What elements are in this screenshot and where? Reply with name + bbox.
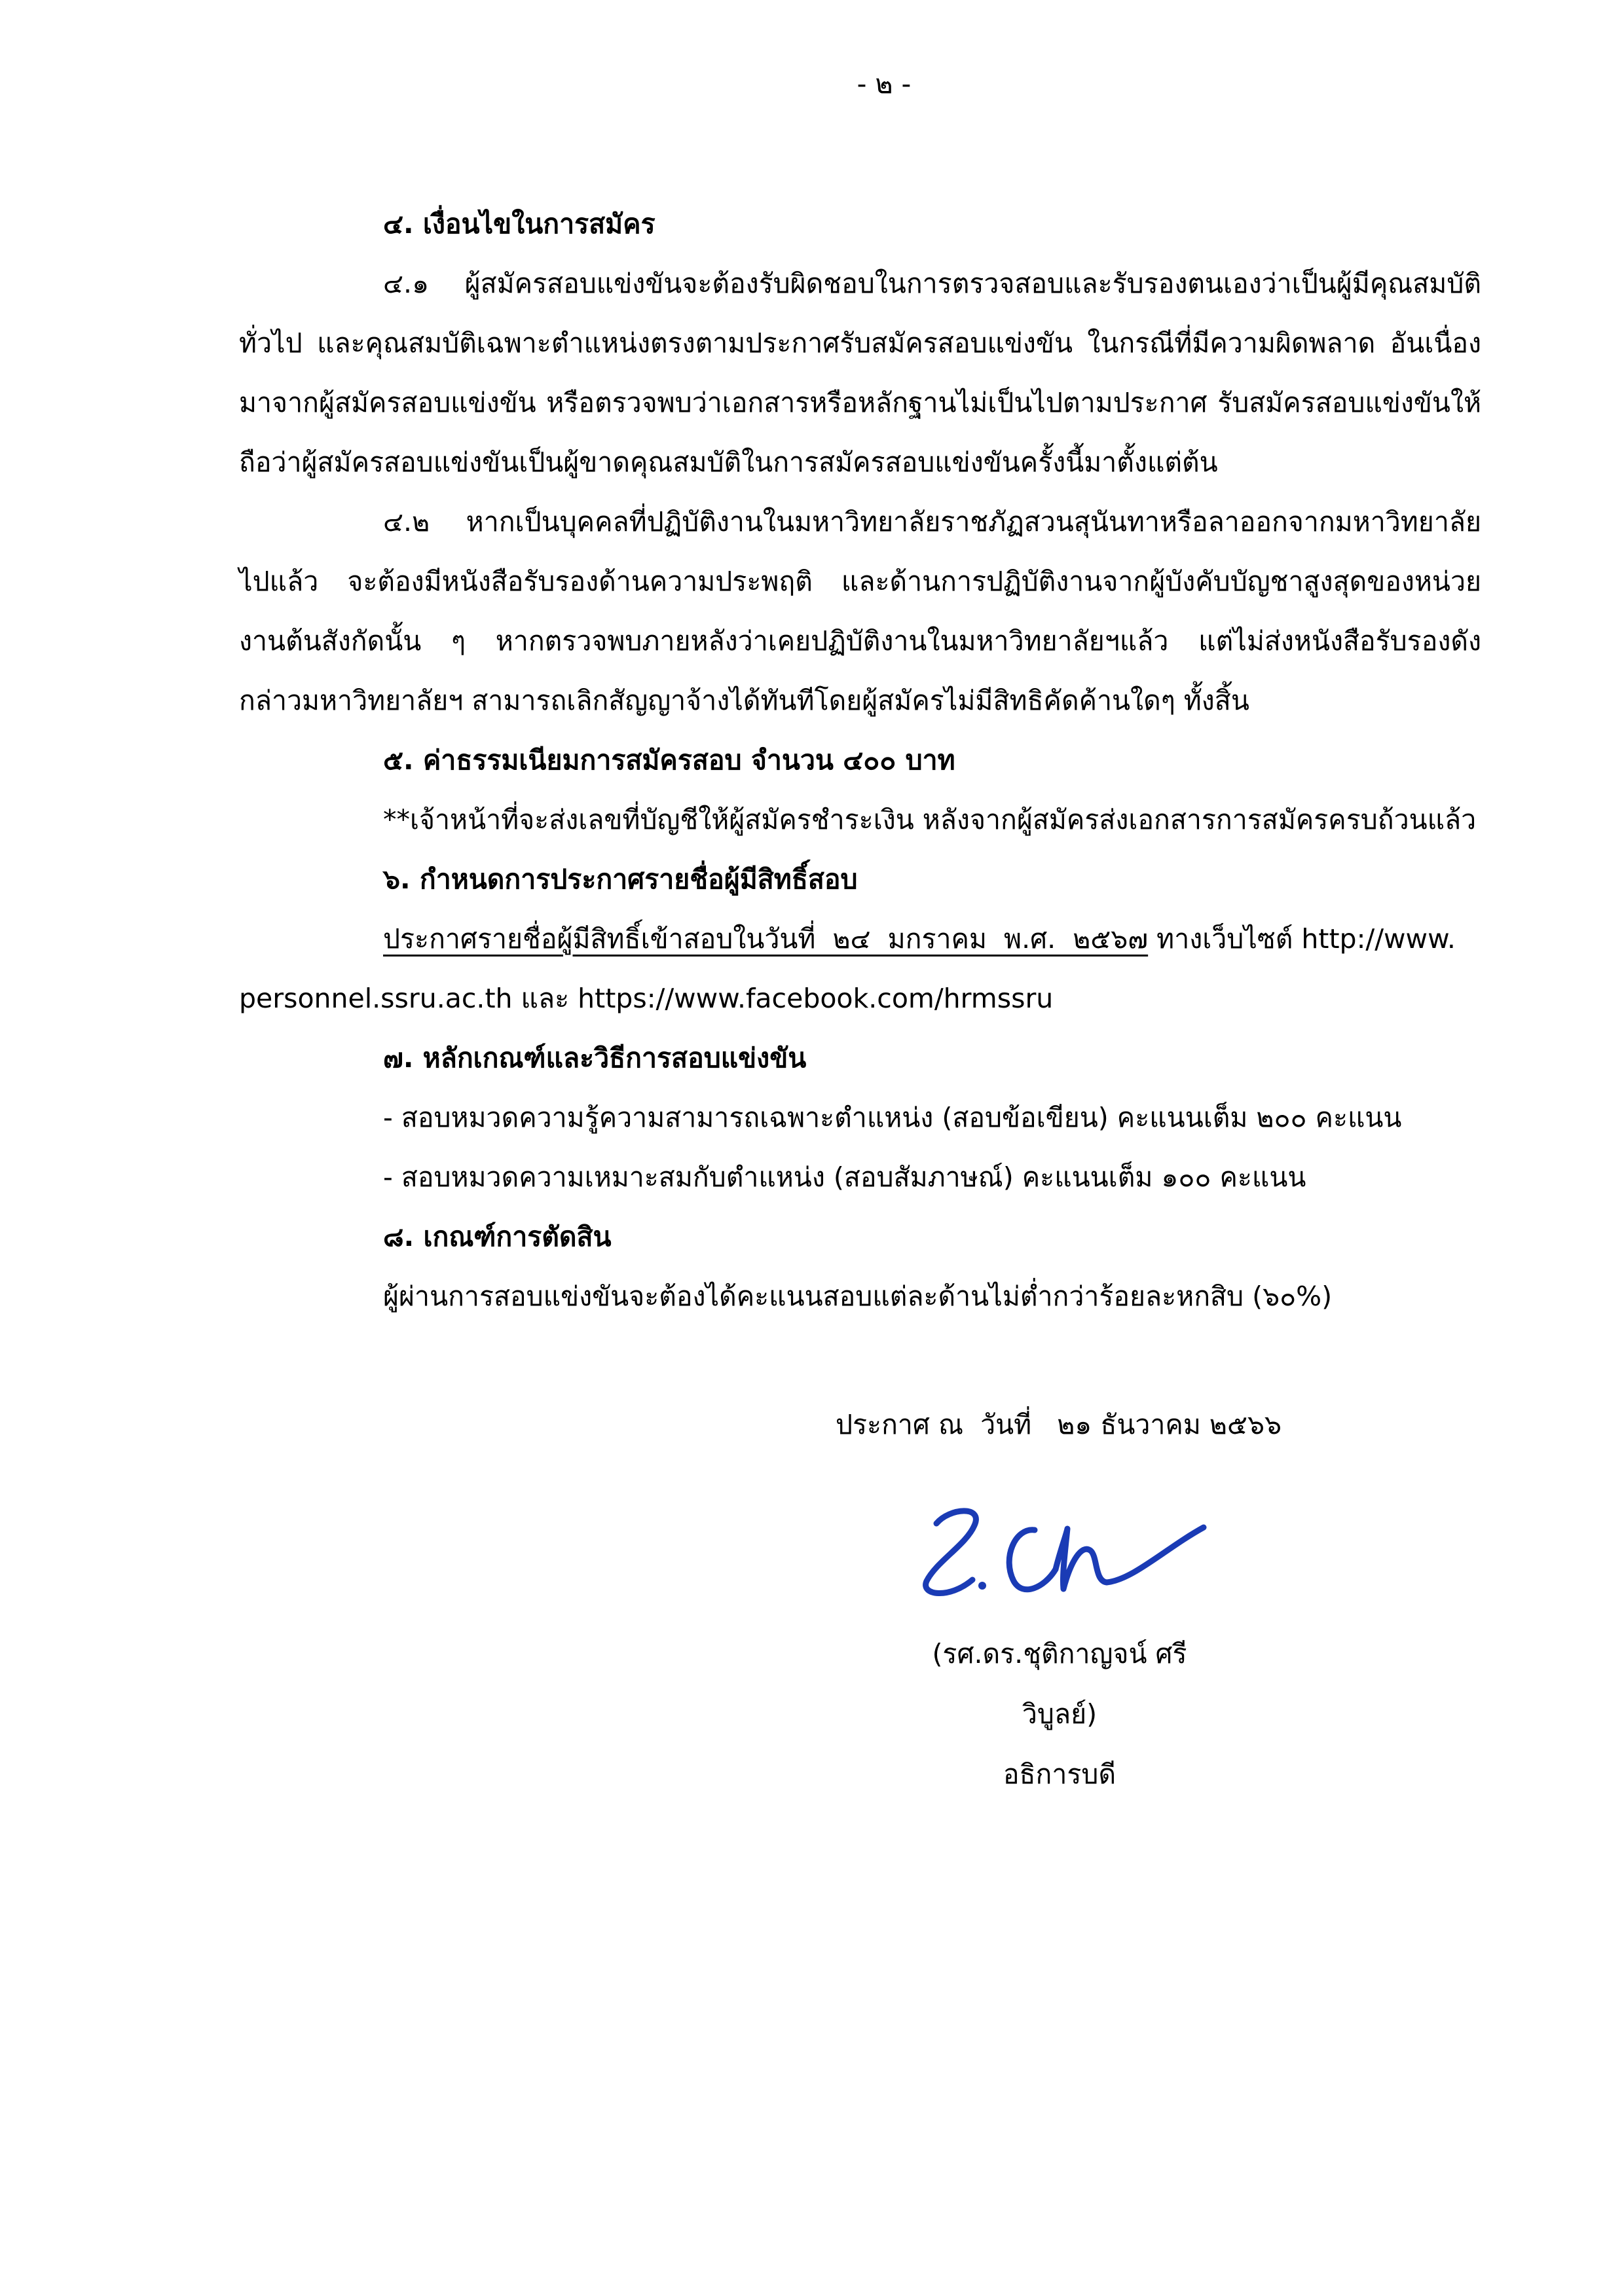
section-6-heading: ๖. กำหนดการประกาศรายชื่อผู้มีสิทธิ์สอบ xyxy=(383,864,858,895)
clause-4-1-line: ๔.๑ ผู้สมัครสอบแข่งขันจะต้องรับผิดชอบในการตรวจสอบและรับรองตนเองว่าเป็นผู้มีคุณสมบัติ xyxy=(383,268,1481,299)
announcement-date-underlined: ประกาศรายชื่อผู้มีสิทธิ์เข้าสอบในวันที่ ๒๔ มกราคม พ.ศ. ๒๕๖๗ xyxy=(383,923,1149,955)
clause-4-1-line: ถือว่าผู้สมัครสอบแข่งขันเป็นผู้ขาดคุณสมบัติในการสมัครสอบแข่งขันครั้งนี้มาตั้งแต่ต้น xyxy=(239,446,1218,478)
section-5-note: **เจ้าหน้าที่จะส่งเลขที่บัญชีให้ผู้สมัครชำระเงิน หลังจากผู้สมัครส่งเอกสารการสมัครครบถ้วนแล้ว xyxy=(383,804,1477,835)
announcement-date: ประกาศ ณ วันที่ ๒๑ ธันวาคม ๒๕๖๖ xyxy=(836,1409,1282,1440)
signature-dot xyxy=(978,1582,986,1590)
clause-4-1-line: มาจากผู้สมัครสอบแข่งขัน หรือตรวจพบว่าเอกสารหรือหลักฐานไม่เป็นไปตามประกาศ รับสมัครสอบแข่งขันให้ xyxy=(239,387,1481,418)
section-6-announcement-line xyxy=(239,909,1481,969)
signatory-title: อธิการบดี xyxy=(1003,1758,1116,1790)
clause-4-1-line: ทั่วไป และคุณสมบัติเฉพาะตำแหน่งตรงตามประกาศรับสมัครสอบแข่งขัน ในกรณีที่มีความผิดพลาด อันเนื่อง xyxy=(239,327,1481,359)
clause-4-2-line: ไปแล้ว จะต้องมีหนังสือรับรองด้านความประพฤติ และด้านการปฏิบัติงานจากผู้บังคับบัญชาสูงสุดของหน่วย xyxy=(239,566,1481,597)
signatory-block xyxy=(896,1624,1223,1804)
exam-criteria-item: - สอบหมวดความเหมาะสมกับตำแหน่ง (สอบสัมภาษณ์) คะแนนเต็ม ๑๐๐ คะแนน xyxy=(383,1161,1306,1193)
section-6-website-line: personnel.ssru.ac.th และ https://www.facebook.com/hrmssru xyxy=(239,983,1054,1014)
section-8-text: ผู้ผ่านการสอบแข่งขันจะต้องได้คะแนนสอบแต่ละด้านไม่ต่ำกว่าร้อยละหกสิบ (๖๐%) xyxy=(383,1281,1333,1312)
exam-criteria-item: - สอบหมวดความรู้ความสามารถเฉพาะตำแหน่ง (สอบข้อเขียน) คะแนนเต็ม ๒๐๐ คะแนน xyxy=(383,1102,1402,1133)
document-body xyxy=(239,194,1481,1326)
handwritten-signature xyxy=(910,1496,1211,1607)
clause-4-2-line: กล่าวมหาวิทยาลัยฯ สามารถเลิกสัญญาจ้างได้ทันทีโดยผู้สมัครไม่มีสิทธิคัดค้านใดๆ ทั้งสิ้น xyxy=(239,685,1249,716)
clause-4-2-line: งานต้นสังกัดนั้น ๆ หากตรวจพบภายหลังว่าเคยปฏิบัติงานในมหาวิทยาลัยฯแล้ว แต่ไม่ส่งหนังสือรับรองดัง xyxy=(239,625,1481,657)
signatory-name: (รศ.ดร.ชุติกาญจน์ ศรีวิบูลย์) xyxy=(932,1638,1187,1730)
section-5-heading: ๕. ค่าธรรมเนียมการสมัครสอบ จำนวน ๔๐๐ บาท xyxy=(383,744,955,776)
announcement-website-text: ทางเว็บไซต์ http://www. xyxy=(1148,923,1456,955)
signature-stroke xyxy=(1056,1527,1204,1589)
signature-stroke xyxy=(926,1511,976,1594)
section-7-heading: ๗. หลักเกณฑ์และวิธีการสอบแข่งขัน xyxy=(383,1042,807,1074)
signature-stroke xyxy=(1009,1530,1056,1590)
section-8-heading: ๘. เกณฑ์การตัดสิน xyxy=(383,1221,612,1252)
clause-4-2-line: ๔.๒ หากเป็นบุคคลที่ปฏิบัติงานในมหาวิทยาลัยราชภัฏสวนสุนันทาหรือลาออกจากมหาวิทยาลัย xyxy=(383,506,1481,538)
page-number: - ๒ - xyxy=(857,68,912,100)
section-4-heading: ๔. เงื่อนไขในการสมัคร xyxy=(383,208,655,240)
